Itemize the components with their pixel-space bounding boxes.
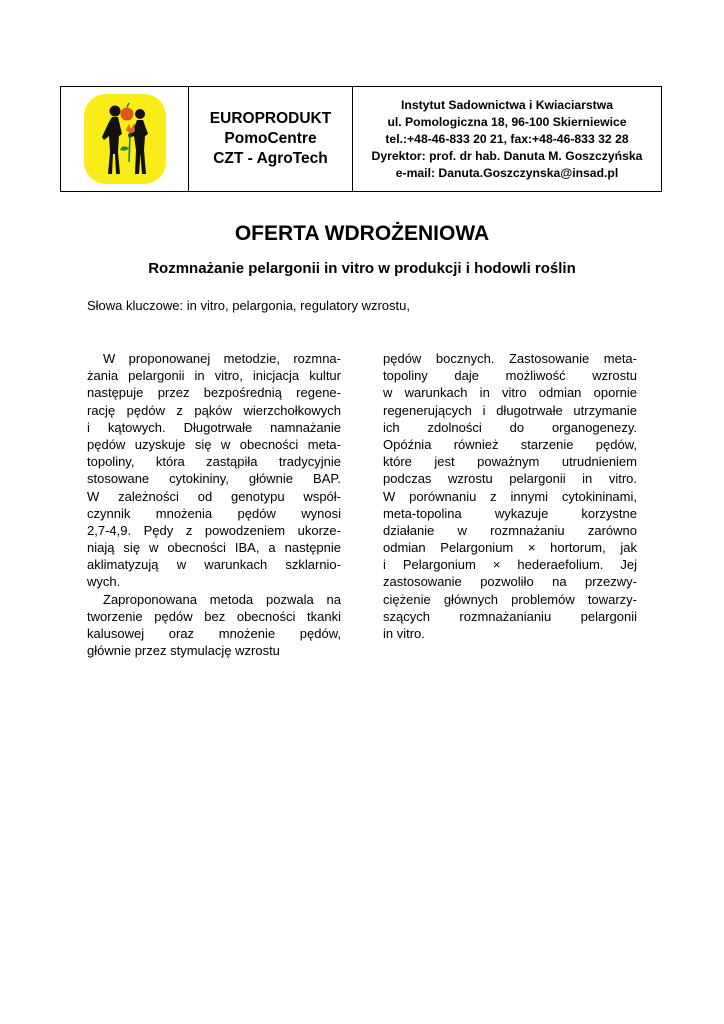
body-text-line: i Pelargonium × hederaefolium. Jej [383,557,637,573]
body-text-line: stosowane cytokininy, głównie BAP. [87,471,341,487]
body-column-right [383,350,637,642]
body-text-line: w warunkach in vitro odmian opornie [383,385,637,401]
body-text-line: 2,7-4,9. Pędy z powodzeniem ukorze- [87,522,341,538]
body-text-line: które jest poważnym utrudnieniem [383,454,637,470]
body-text-line: żania pelargonii in vitro, inicjacja kultur [87,368,341,384]
body-text-line: in vitro. [383,626,425,641]
body-text-line: podczas wzrostu pelargonii in vitro. [383,471,637,487]
keywords-line: Słowa kluczowe: in vitro, pelargonia, regulatory wzrostu, [87,298,410,313]
body-text-line: W porównaniu z innymi cytokininami, [383,488,637,504]
institute-cell [353,87,661,191]
body-text-line: i kątowych. Długotrwałe namnażanie [87,419,341,435]
body-text-line: pędów bocznych. Zastosowanie meta- [383,351,637,366]
body-text-line: aklimatyzują w warunkach szklarnio- [87,557,341,573]
body-text-line: głównie przez stymulację wzrostu [87,643,280,659]
body-text-line: niają się w obecności IBA, a następnie [87,540,341,556]
institute-phone-fax: tel.:+48-46-833 20 21, fax:+48-46-833 32 28 [385,131,629,146]
body-text-line: pędów uzyskuje się w obecności meta- [87,436,341,452]
header-table [60,86,662,192]
institute-name: Instytut Sadownictwa i Kwiaciarstwa [401,97,613,112]
body-text-line: rację pędów z pąków wierzchołkowych [87,402,341,418]
body-text-line: szących rozmnażanianiu pelargonii [383,608,637,624]
logo-cell [61,87,189,191]
org-name-line: CZT - AgroTech [213,150,328,167]
body-text-line: tworzenie pędów bez obecności tkanki [87,608,341,624]
body-text-line: zastosowanie pozwoliło na przezwy- [383,574,637,590]
org-name-line: EUROPRODUKT [209,110,332,127]
institute-logo-icon [82,92,168,186]
body-text-line: następuje przez bezpośrednią regene- [87,385,341,401]
institute-director: Dyrektor: prof. dr hab. Danuta M. Goszczyńska [371,148,643,163]
body-text-line: W zależności od genotypu współ- [87,488,341,504]
body-text-line: odmian Pelargonium × hortorum, jak [383,540,637,556]
body-text-line: topoliny, która zastąpiła tradycyjnie [87,454,341,470]
document-title: OFERTA WDROŻENIOWA [234,222,490,245]
org-name-line: PomoCentre [224,130,317,147]
document-subtitle: Rozmnażanie pelargonii in vitro w produkcji i hodowli roślin [148,260,576,277]
institute-address: ul. Pomologiczna 18, 96-100 Skierniewice [387,114,627,129]
body-text-line: Zaproponowana metoda pozwala na [103,591,341,607]
body-text-line: ciężenie głównych problemów towarzy- [383,591,637,607]
body-text-line: czynnik mnożenia pędów wynosi [87,505,341,521]
body-text-line: Opóźnia również starzenie pędów, [383,436,637,452]
institute-email: e-mail: Danuta.Goszczynska@insad.pl [395,165,619,180]
organization-cell [189,87,353,191]
body-text-line: wych. [87,574,121,590]
body-text-line: regenerujących i długotrwałe utrzymanie [383,402,637,418]
body-column-left [87,350,341,659]
body-text-line: kalusowej oraz mnożenie pędów, [87,626,341,641]
body-text-line: meta-topolina wykazuje korzystne [383,505,637,521]
body-text-line: topoliny daje możliwość wzrostu [383,368,637,384]
body-text-line: działanie w rozmnażaniu zarówno [383,522,637,538]
body-text-line: W proponowanej metodzie, rozmna- [103,351,341,366]
body-text-line: ich zdolności do organogenezy. [383,419,637,435]
